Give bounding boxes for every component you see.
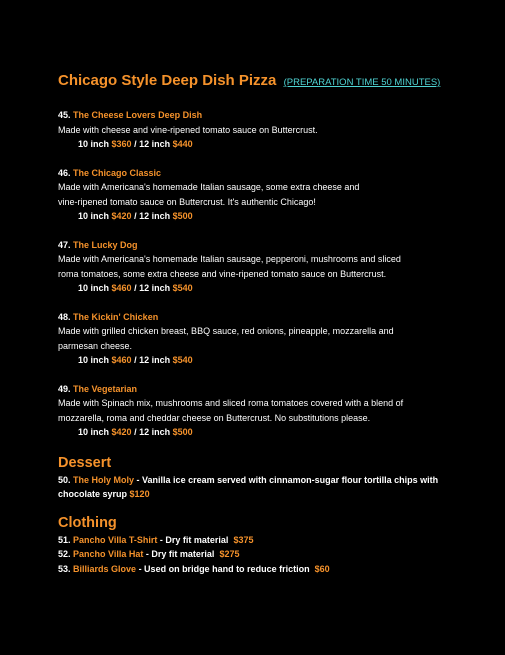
item-prices <box>58 137 478 152</box>
menu-item-46 <box>58 166 478 224</box>
item-description: - Dry fit material <box>143 549 215 559</box>
menu-item-48 <box>58 310 478 368</box>
item-description: Made with grilled chicken breast, BBQ sauce, red onions, pineapple, mozzarella and <box>58 326 394 336</box>
item-price: $375 <box>233 534 254 545</box>
clothing-section-title: Clothing <box>58 514 117 531</box>
size-12-label: 12 inch <box>139 211 171 221</box>
item-name: The Lucky Dog <box>73 239 138 250</box>
pizza-title: Chicago Style Deep Dish Pizza <box>58 72 277 89</box>
size-12-label: 12 inch <box>139 427 171 437</box>
item-description: - Used on bridge hand to reduce friction <box>136 563 310 574</box>
item-description: - Vanilla ice cream served with cinnamon-sugar flour tortilla chips with <box>134 474 439 485</box>
price-separator: / <box>134 211 137 221</box>
item-name: The Vegetarian <box>73 383 138 394</box>
dessert-section-title: Dessert <box>58 454 112 471</box>
item-number: 47. <box>58 239 71 250</box>
item-price: $275 <box>219 549 240 559</box>
price-separator: / <box>134 283 137 293</box>
item-description: Made with Americana's homemade Italian sausage, some extra cheese and <box>58 182 360 192</box>
item-description: Made with cheese and vine-ripened tomato sauce on Buttercrust. <box>58 124 318 135</box>
item-name: Billiards Glove <box>73 563 137 574</box>
menu-item-49 <box>58 382 478 440</box>
price-12-inch: $540 <box>172 283 193 293</box>
price-10-inch: $420 <box>111 211 132 221</box>
item-name: The Holy Moly <box>73 474 135 485</box>
size-10-label: 10 inch <box>78 139 110 149</box>
item-number: 46. <box>58 167 71 178</box>
item-name: The Cheese Lovers Deep Dish <box>73 110 203 120</box>
price-12-inch: $540 <box>172 355 193 365</box>
item-price: $120 <box>129 489 150 499</box>
item-prices <box>58 353 478 368</box>
menu-page <box>58 72 478 576</box>
size-10-label: 10 inch <box>78 211 110 221</box>
item-number: 53. <box>58 563 71 574</box>
menu-item-53 <box>58 562 478 577</box>
preparation-time-link[interactable]: (PREPARATION TIME 50 MINUTES) <box>283 77 441 88</box>
item-prices <box>58 425 478 440</box>
size-10-label: 10 inch <box>78 355 110 365</box>
price-separator: / <box>134 139 137 149</box>
item-price: $60 <box>314 563 330 574</box>
price-10-inch: $460 <box>111 355 132 365</box>
item-number: 48. <box>58 311 71 322</box>
item-name: The Chicago Classic <box>73 167 162 178</box>
item-name: Pancho Villa T-Shirt <box>73 534 158 545</box>
size-12-label: 12 inch <box>139 139 171 149</box>
price-12-inch: $440 <box>172 139 193 149</box>
menu-item-47 <box>58 238 478 296</box>
price-12-inch: $500 <box>172 211 193 221</box>
item-number: 50. <box>58 474 71 485</box>
item-description: roma tomatoes, some extra cheese and vine-ripened tomato sauce on Buttercrust. <box>58 268 387 279</box>
item-number: 45. <box>58 110 71 120</box>
price-10-inch: $360 <box>111 139 132 149</box>
size-10-label: 10 inch <box>78 283 110 293</box>
menu-item-50-continued <box>58 487 478 502</box>
item-description: chocolate syrup <box>58 489 128 499</box>
price-12-inch: $500 <box>172 427 193 437</box>
menu-item-45 <box>58 108 478 152</box>
item-prices <box>58 281 478 296</box>
item-number: 51. <box>58 534 71 545</box>
price-10-inch: $460 <box>111 283 132 293</box>
item-prices <box>58 209 478 224</box>
item-description: parmesan cheese. <box>58 340 133 351</box>
item-description: - Dry fit material <box>157 534 229 545</box>
size-12-label: 12 inch <box>139 355 171 365</box>
pizza-section-title <box>58 72 478 92</box>
item-description: mozzarella, roma and cheddar cheese on Buttercrust. No substitutions please. <box>58 412 371 423</box>
item-name: The Kickin' Chicken <box>73 311 159 322</box>
item-description: Made with Spinach mix, mushrooms and sliced roma tomatoes covered with a blend of <box>58 398 404 408</box>
menu-item-50 <box>58 473 478 488</box>
size-12-label: 12 inch <box>139 283 171 293</box>
item-number: 49. <box>58 383 71 394</box>
price-10-inch: $420 <box>111 427 132 437</box>
item-description: Made with Americana's homemade Italian sausage, pepperoni, mushrooms and sliced <box>58 254 401 264</box>
menu-item-51 <box>58 533 478 548</box>
size-10-label: 10 inch <box>78 427 110 437</box>
item-name: Pancho Villa Hat <box>73 549 144 559</box>
price-separator: / <box>134 427 137 437</box>
price-separator: / <box>134 355 137 365</box>
item-number: 52. <box>58 549 71 559</box>
item-description: vine-ripened tomato sauce on Buttercrust. It's authentic Chicago! <box>58 196 316 207</box>
clothing-section <box>58 514 478 577</box>
menu-item-52 <box>58 547 478 562</box>
